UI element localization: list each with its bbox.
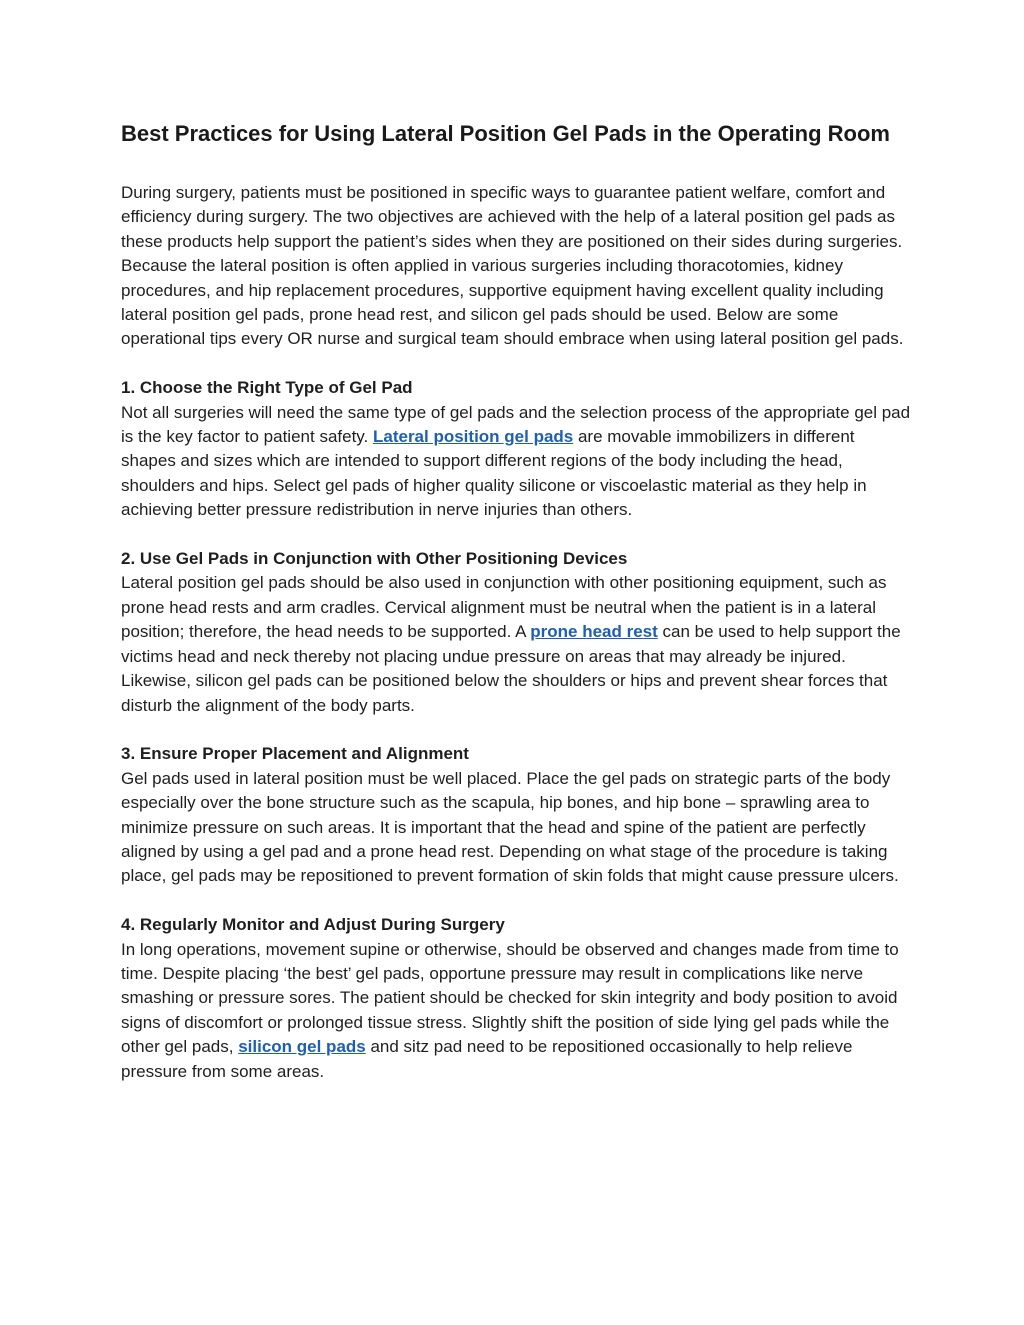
section-body <box>121 401 911 523</box>
prone-head-rest-link[interactable]: prone head rest <box>530 622 658 642</box>
body-text: In long operations, movement supine or otherwise, should be observed and changes made from time to time. Despite placing ‘the best’ gel pads, opportune pressure may result in complications like nerve smashing or pressure sores. The patient should be checked for skin integrity and body position to avoid signs of discomfort or prolonged tissue stress. Slightly shift the position of side lying gel pads while the other gel pads, <box>121 939 899 1057</box>
intro-paragraph: During surgery, patients must be positioned in specific ways to guarantee patient welfare, comfort and efficiency during surgery. The two objectives are achieved with the help of a lateral position gel pads as these products help support the patient’s sides when they are positioned on their sides during surgeries. Because the lateral position is often applied in various surgeries including thoracotomies, kidney procedures, and hip replacement procedures, supportive equipment having excellent quality including lateral position gel pads, prone head rest, and silicon gel pads should be used. Below are some operational tips every OR nurse and surgical team should embrace when using lateral position gel pads. <box>121 183 904 349</box>
section-placement-alignment <box>121 742 911 888</box>
section-monitor-adjust <box>121 913 911 1084</box>
silicon-gel-pads-link[interactable]: silicon gel pads <box>238 1037 366 1057</box>
section-body: Gel pads used in lateral position must be well placed. Place the gel pads on strategic parts of the body especially over the bone structure such as the scapula, hip bones, and hip bone – sprawling area to minimize pressure on such areas. It is important that the head and spine of the patient are perfectly aligned by using a gel pad and a prone head rest. Depending on what stage of the procedure is taking place, gel pads may be repositioned to prevent formation of skin folds that might cause pressure ulcers. <box>121 768 899 886</box>
section-body <box>121 938 911 1084</box>
section-positioning-devices <box>121 547 911 718</box>
body-text: Not all surgeries will need the same type of gel pads and the selection process of the appropriate gel pad is the key factor to patient safety. <box>121 402 911 447</box>
page-title: Best Practices for Using Lateral Position Gel Pads in the Operating Room <box>121 121 890 146</box>
section-choose-gel-pad <box>121 376 911 522</box>
section-heading: 4. Regularly Monitor and Adjust During Surgery <box>121 915 505 935</box>
section-body <box>121 571 911 717</box>
body-text: and sitz pad need to be repositioned occasionally to help relieve pressure from some areas. <box>121 1037 853 1081</box>
section-heading: 1. Choose the Right Type of Gel Pad <box>121 378 413 398</box>
body-text: are movable immobilizers in different shapes and sizes which are intended to support different regions of the body including the head, shoulders and hips. Select gel pads of higher quality silicone or viscoelastic material as they help in achieving better pressure redistribution in nerve injuries than others. <box>121 427 867 520</box>
body-text: can be used to help support the victims head and neck thereby not placing undue pressure on areas that may already be injured. Likewise, silicon gel pads can be positioned below the shoulders or hips and prevent shear forces that disturb the alignment of the body parts. <box>121 622 901 715</box>
lateral-position-gel-pads-link[interactable]: Lateral position gel pads <box>372 427 574 447</box>
section-heading: 2. Use Gel Pads in Conjunction with Other Positioning Devices <box>121 549 628 569</box>
section-heading: 3. Ensure Proper Placement and Alignment <box>121 744 469 764</box>
document-page <box>121 118 911 1108</box>
body-text: Lateral position gel pads should be also used in conjunction with other positioning equipment, such as prone head rests and arm cradles. Cervical alignment must be neutral when the patient is in a lateral position; therefore, the head needs to be supported. A <box>121 573 887 642</box>
